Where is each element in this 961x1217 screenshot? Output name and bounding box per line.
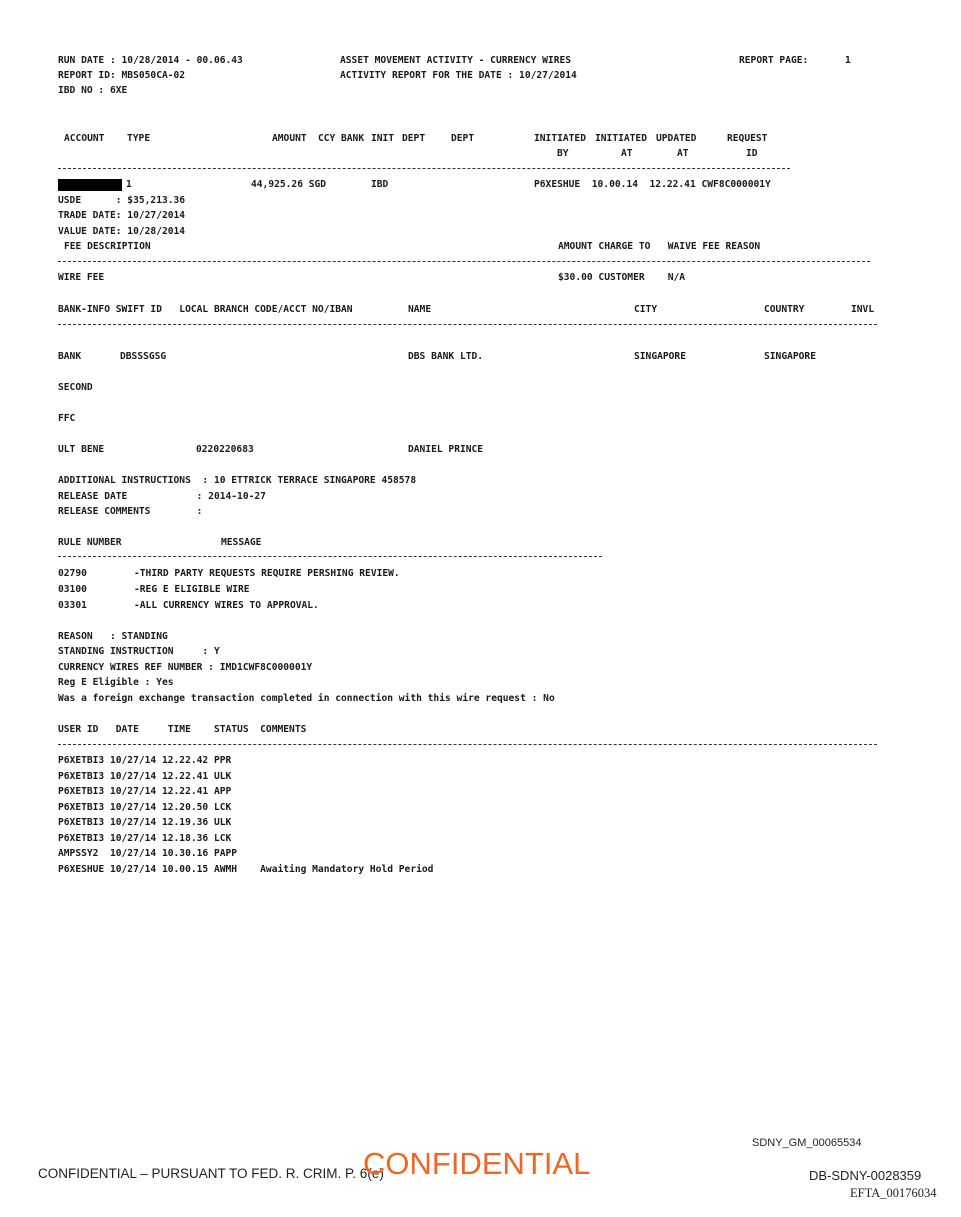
reason-line: REASON : STANDING <box>58 631 168 642</box>
history-row: AMPSSY2 10/27/14 10.30.16 PAPP <box>58 848 238 859</box>
report-page-label: REPORT PAGE: <box>739 55 809 66</box>
bank-label: BANK <box>58 351 82 362</box>
history-row: P6XETBI3 10/27/14 12.20.50 LCK <box>58 802 232 813</box>
col-updated-at: UPDATED <box>656 133 697 144</box>
bank-swift: DBSSSGSG <box>120 351 167 362</box>
efta-number: EFTA_00176034 <box>850 1186 937 1200</box>
reg-e-eligible: Reg E Eligible : Yes <box>58 677 174 688</box>
rule-number-header: RULE NUMBER <box>58 537 122 548</box>
report-id: REPORT ID: MBS050CA-02 <box>58 70 186 81</box>
history-header: USER ID DATE TIME STATUS COMMENTS <box>58 724 307 735</box>
ffc-label: FFC <box>58 413 76 424</box>
record-init: IBD <box>371 179 389 190</box>
fee-header-right: AMOUNT CHARGE TO WAIVE FEE REASON <box>558 241 761 252</box>
ult-bene-label: ULT BENE <box>58 444 105 455</box>
col-type: TYPE <box>127 133 151 144</box>
bank-info-header-name: NAME <box>408 304 432 315</box>
history-row: P6XETBI3 10/27/14 12.22.42 PPR <box>58 755 232 766</box>
bank-country: SINGAPORE <box>764 351 816 362</box>
history-row: P6XESHUE 10/27/14 10.00.15 AWMH Awaiting Mandatory Hold Period <box>58 864 434 875</box>
divider <box>58 744 877 745</box>
release-comments: RELEASE COMMENTS : <box>58 506 203 517</box>
rule-message: -THIRD PARTY REQUESTS REQUIRE PERSHING REVIEW. <box>134 568 400 579</box>
bank-city: SINGAPORE <box>634 351 686 362</box>
standing-instruction: STANDING INSTRUCTION : Y <box>58 646 220 657</box>
ult-bene-account: 0220220683 <box>196 444 254 455</box>
fee-description-header: FEE DESCRIPTION <box>64 241 151 252</box>
record-type: 1 <box>126 179 132 190</box>
report-title: ASSET MOVEMENT ACTIVITY - CURRENCY WIRES <box>340 55 572 66</box>
bank-name: DBS BANK LTD. <box>408 351 484 362</box>
ref-number: CURRENCY WIRES REF NUMBER : IMD1CWF8C000001Y <box>58 662 313 673</box>
col-dept-2: DEPT <box>451 133 475 144</box>
history-row: P6XETBI3 10/27/14 12.22.41 ULK <box>58 771 232 782</box>
history-row: P6XETBI3 10/27/14 12.18.36 LCK <box>58 833 232 844</box>
bates-db-number: DB-SDNY-0028359 <box>809 1168 922 1183</box>
divider <box>58 324 877 325</box>
rule-number: 02790 <box>58 568 87 579</box>
col-initiated-by: INITIATED <box>534 133 586 144</box>
report-page-number: 1 <box>845 55 851 66</box>
col-bank: BANK <box>341 133 365 144</box>
bates-gm-number: SDNY_GM_00065534 <box>752 1137 862 1149</box>
additional-instructions: ADDITIONAL INSTRUCTIONS : 10 ETTRICK TERRACE SINGAPORE 458578 <box>58 475 417 486</box>
ibd-number: IBD NO : 6XE <box>58 85 128 96</box>
divider <box>58 261 870 262</box>
fee-row-description: WIRE FEE <box>58 272 105 283</box>
ult-bene-name: DANIEL PRINCE <box>408 444 484 455</box>
bank-info-header-country: COUNTRY <box>764 304 805 315</box>
record-initiated: P6XESHUE 10.00.14 12.22.41 CWF8C000001Y <box>534 179 771 190</box>
report-subtitle: ACTIVITY REPORT FOR THE DATE : 10/27/2014 <box>340 70 577 81</box>
bank-info-header: BANK-INFO SWIFT ID LOCAL BRANCH CODE/ACCT NO/IBAN <box>58 304 353 315</box>
run-date: RUN DATE : 10/28/2014 - 00.06.43 <box>58 55 243 66</box>
record-usde: USDE : $35,213.36 <box>58 195 186 206</box>
record-value-date: VALUE DATE: 10/28/2014 <box>58 226 186 237</box>
history-row: P6XETBI3 10/27/14 12.22.41 APP <box>58 786 232 797</box>
bank-info-header-city: CITY <box>634 304 658 315</box>
second-bank-label: SECOND <box>58 382 93 393</box>
divider <box>58 556 602 557</box>
rule-message: -ALL CURRENCY WIRES TO APPROVAL. <box>134 600 319 611</box>
rule-number: 03100 <box>58 584 87 595</box>
col-initiated-at: INITIATED <box>595 133 647 144</box>
redaction-box <box>58 179 122 191</box>
divider <box>58 168 790 169</box>
record-amount-ccy: 44,925.26 SGD <box>251 179 327 190</box>
col-initiated-by-2: BY <box>557 148 569 159</box>
col-initiated-at-2: AT <box>621 148 633 159</box>
col-updated-at-2: AT <box>677 148 689 159</box>
bank-info-header-invl: INVL <box>851 304 875 315</box>
col-ccy: CCY <box>318 133 336 144</box>
col-account: ACCOUNT <box>64 133 105 144</box>
col-init: INIT <box>371 133 395 144</box>
rule-message-header: MESSAGE <box>221 537 262 548</box>
release-date: RELEASE DATE : 2014-10-27 <box>58 491 266 502</box>
col-request-id-2: ID <box>746 148 758 159</box>
fee-row-details: $30.00 CUSTOMER N/A <box>558 272 686 283</box>
rule-number: 03301 <box>58 600 87 611</box>
fx-question: Was a foreign exchange transaction completed in connection with this wire request : No <box>58 693 555 704</box>
record-trade-date: TRADE DATE: 10/27/2014 <box>58 210 186 221</box>
rule-message: -REG E ELIGIBLE WIRE <box>134 584 250 595</box>
col-amount: AMOUNT <box>272 133 307 144</box>
confidential-stamp: CONFIDENTIAL <box>363 1146 591 1181</box>
history-row: P6XETBI3 10/27/14 12.19.36 ULK <box>58 817 232 828</box>
col-request-id: REQUEST <box>727 133 768 144</box>
confidential-notice: CONFIDENTIAL – PURSUANT TO FED. R. CRIM. P. 6(e) <box>38 1166 384 1181</box>
col-dept-1: DEPT <box>402 133 426 144</box>
